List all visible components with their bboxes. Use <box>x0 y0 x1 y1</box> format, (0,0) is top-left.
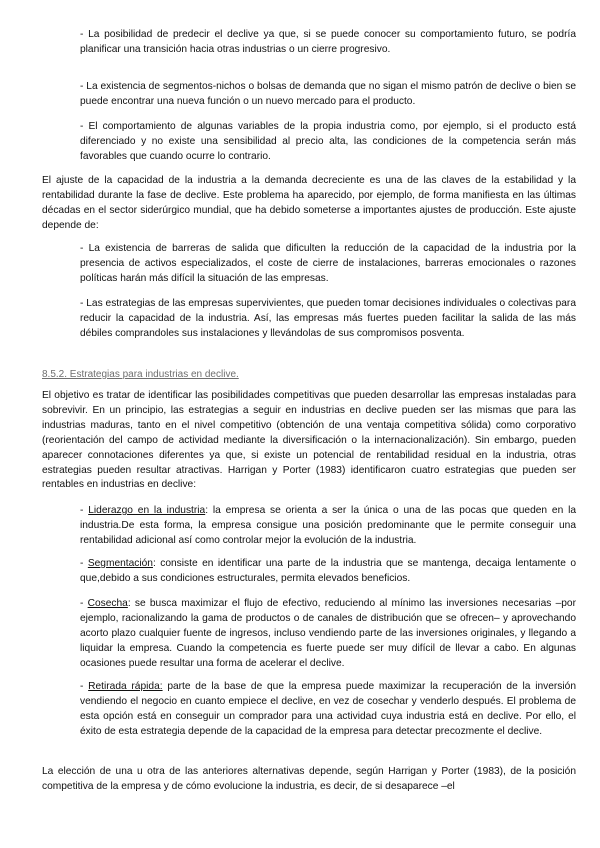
strategy-leadership <box>80 504 576 549</box>
strategy-segmentation <box>80 557 576 587</box>
strategy-withdrawal-text: parte de la base de que la empresa puede maximizar la recuperación de la inversión vendiendo el negocio en cuanto empiece el declive, en vez de cosechar y venderlo después. El problema de esta opción está en conseguir un comprador para una actividad cuya industria está en declive. Por ello, el éxito de esta estrategia depende de la capacidad de la empresa para detectar precozmente el declive. <box>80 681 576 737</box>
paragraph-capacity-adjustment: El ajuste de la capacidad de la industria a la demanda decreciente es una de las claves de la estabilidad y la rentabilidad durante la fase de declive. Este problema ha aparecido, por ejemplo, de forma manifiesta en las últimas décadas en el sector siderúrgico mundial, que ha debido someterse a importantes ajustes de producción. Este ajuste depende de: <box>42 175 576 231</box>
bullet-niche-segments: - La existencia de segmentos-nichos o bolsas de demanda que no sigan el mismo patrón de declive o bien se puede encontrar una nueva función o un nuevo mercado para el producto. <box>80 81 576 107</box>
bullet-surviving-firms: - Las estrategias de las empresas supervivientes, que pueden tomar decisiones individuales o colectivas para reducir la capacidad de la industria. Así, las empresas más fuertes pueden facilitar la salida de las más débiles comprandoles sus instalaciones y llevándolas de sus compromisos posventa. <box>80 298 576 339</box>
strategy-leadership-text: : la empresa se orienta a ser la única o una de las pocas que queden en la industria.De esta forma, la empresa consigue una posición predominante que le permite conseguir una rentabilidad adicional así como controlar mejor la evolución de la industria. <box>80 505 576 546</box>
bullet-exit-barriers: - La existencia de barreras de salida que dificulten la reducción de la capacidad de la industria por la presencia de activos especializados, el coste de cierre de instalaciones, barreras emocionales o razones políticas harán más difícil la situación de las empresas. <box>80 243 576 284</box>
section-heading: 8.5.2. Estrategias para industrias en declive. <box>42 369 239 380</box>
strategy-withdrawal-term: Retirada rápida: <box>88 681 163 692</box>
strategy-leadership-dash: - <box>80 505 89 516</box>
strategy-segmentation-dash: - <box>80 558 88 569</box>
paragraph-final: La elección de una u otra de las anteriores alternativas depende, según Harrigan y Porter (1983), de la posición competitiva de la empresa y de cómo evolucione la industria, es decir, de si desaparece –el <box>42 766 576 792</box>
strategy-harvest-text: : se busca maximizar el flujo de efectivo, reduciendo al mínimo las inversiones necesarias –por ejemplo, racionalizando la gama de productos o de canales de distribución que se ofrecen– y aprovechando acorto plazo cualquier fuente de ingresos, incluso vendiendo parte de las inversiones originales, y llegando a liquidar la empresa. Cuando la competencia es fuerte puede ser muy difícil de llevar a cabo. En algunas ocasiones puede resultar una forma de acelerar el declive. <box>80 598 576 669</box>
strategy-segmentation-term: Segmentación <box>87 558 153 569</box>
paragraph-objective: El objetivo es tratar de identificar las posibilidades competitivas que pueden desarrollar las empresas instaladas para sobrevivir. En un principio, las estrategias a seguir en industrias en declive pueden ser las mismas que para las industrias maduras, tanto en el nivel competitivo (obtención de una ventaja competitiva sólida) como corporativo (reorientación del campo de actividad mediante la diversificación o la internacionalización). Sin embargo, pueden aparecer connotaciones diferentes ya que, si existe un potencial de rentabilidad residual en la industria, otras estrategias pueden resultar atractivas. Harrigan y Porter (1983) identificaron cuatro estrategias que pueden ser rentables en industrias en declive: <box>42 390 576 491</box>
strategy-leadership-term: Liderazgo en la industria <box>88 505 206 516</box>
strategy-withdrawal-dash: - <box>80 681 89 692</box>
bullet-predict-decline: - La posibilidad de predecir el declive ya que, si se puede conocer su comportamiento futuro, se podría planificar una transición hacia otras industrias o un cierre progresivo. <box>80 29 576 55</box>
bullet-industry-variables: - El comportamiento de algunas variables de la propia industria como, por ejemplo, si el producto está diferenciado y no existe una sensibilidad al precio alta, las condiciones de la competencia serán más favorables que cuando ocurre lo contrario. <box>80 121 576 162</box>
strategy-harvest-dash: - <box>80 598 88 609</box>
strategy-quick-withdrawal <box>80 680 576 740</box>
strategy-harvest-term: Cosecha <box>87 598 128 609</box>
strategy-harvest <box>80 597 576 672</box>
strategy-segmentation-text: : consiste en identificar una parte de la industria que se mantenga, decaiga lentamente o que,debido a sus condiciones estructurales, permita elevados beneficios. <box>80 558 576 584</box>
